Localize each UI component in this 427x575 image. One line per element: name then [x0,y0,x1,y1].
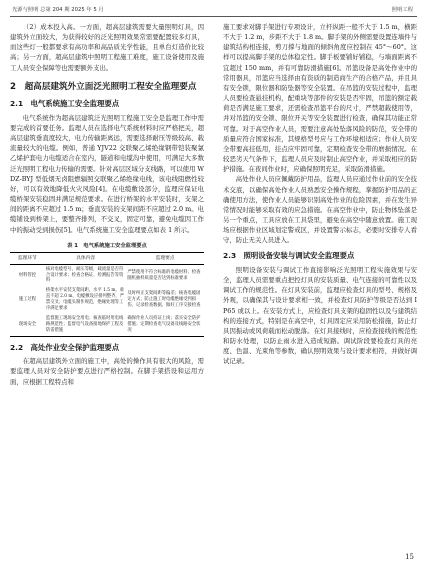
paragraph: 照明设备安装与调试工作直接影响泛光照明工程实施效果与安全，监理人员需要重点把控灯具的安装质量、电气连接的可靠性以及调试工作的规范性。在灯具安装前，监理应检查灯具的型号、规格及外观，以确保其与设计要求相一致，并检查灯具防护等级是否达到 IP65 或以上。在安装方式上，应检查灯具支架的稳固性以及与建筑结构的连接方式，特别是在高空中，灯具固定应采用防松措施，防止灯具因振动或风荷载而松动脱落。在灯具接线时，应检查接线的规范性和防水处理，以防止雨水进入造成短路。调试阶段要检查灯具的亮度、色温、光束角等参数，确认照明效果与设计要求相符，并做好调试记录。 [223,265,417,366]
supervision-table [10,252,204,337]
table-header-cell: 监理环节 [10,252,45,264]
table-header-row [10,252,204,264]
table-cell: 监督施工现场安全用电；核查临时用电线路规范性；监督电气设备接地保护工程及防雷措施 [45,316,124,333]
table-row [10,314,204,336]
table-cell: 确保作业人员持证上岗；落实安全防护措施；定期检查电气设备及线路安全状况 [127,316,201,333]
section-heading: 2 超高层建筑外立面泛光照明工程安全监理要点 [10,81,197,92]
table-cell: 严禁使用不符合标准的电缆材料；检查随机抽样质量是否达到标准要求 [127,269,201,281]
paragraph: 施工要求对脚手架进行专项设计，立杆纵距一般不大于 1.5 m，横距不大于 1.2 m，步距不大于 1.8 m。脚手架的外侧需要设置连墙件与建筑结构相连接，剪刀撑与地面的倾斜角度应控制在 45°～60°。这样可以提高脚手架的总体稳定性。脚手板要铺好铺稳，与墙面距离不宜超过 150 mm，并有可靠防滑措施[6]。吊篮设备是高处作业中的常用器具，吊篮应当选择由有资质的制造商生产的合格产品，并且具有安全锁，限位器和防坠器等安全装置。在吊篮的安装过程中，监理人员要检查悬挂机构，配重块等部件的安装是否牢固，吊篮的额定载荷是否满足施工要求，还需检查吊篮平台的尺寸，严禁超载使用等，并对吊篮的安全锁、限位开关等安全装置进行检查，确保其功能正常可靠。对于高空作业人员，需要注意高处坠落风险的防范，安全带的质量应符合国家标准，其规格型号应与工作环境相适应；作业人员安全带要高挂低用，挂点应牢固可靠，定期检查安全带的磨损情况。在较恶劣天气条件下，监理人员应及时制止高空作业，并采取相应的防护措施。在夜间作业时，应确保照明充足，采取防滑措施。 [223,23,417,174]
table-cell: 及时纠正支架间距等偏差；核查电缆固定方式；防止施工时电缆绝缘受到损伤，记录检查数据，做好工序交接检查 [127,291,201,309]
paragraph: 电气系统作为超高层建筑泛光照明工程施工安全是监理工作中需要完成的首要任务。监理人员在选择电气系统材料时应严格把关，超高层建筑垂直度较大，电力传输距离远，需要选择耐压等级较高、载流量较大的电缆。例如，普通 YJV22 交联聚乙烯绝缘钢带铠装聚氯乙烯护套电力电缆适合在室内，隧道和电缆沟中使用，可满足大多数泛光照明工程电力传输的需要。针对高层区域分支线路，可以使用 WDZ-BYJ 型低烟无卤阻燃辐照交联聚乙烯绝缘电线，该电线阻燃性较好，可以有效地降低火灾风险[4]。在电缆敷设部分，监理应保证电缆桥架安装稳固并满足规范要求。在进行桥架的水平安装时，支架之间的距离不应超过 1.5 m；垂直安装的支架间距不应超过 2.0 m。电缆铺设到桥架上，要整齐排列，不交叉，固定可靠，避免电缆因工作中的振动受到损伤[5]。电气系统施工安全监理要点如表 1 所示。 [10,113,204,234]
subsection-heading: 2.2 高处作业安全保护监理要点 [10,342,120,352]
table-header-cell: 监理要点 [126,252,204,264]
section-name: 照明工程 [391,7,413,13]
table-cell: 材料管控 [18,272,37,278]
paragraph: （2）成本投入高。一方面，超高层建筑需要大量照明灯具，因建筑外立面较大，为获得较好的泛光照明效果常需要配置较多灯具，而这些灯一般都要求有高功率和高品质光学性能，且单台灯造价比较高；另一方面，超高层建筑中照明工程施工难度，施工设备使用及施工人员安全保障等也需要额外支出。 [10,23,204,72]
running-header [10,2,417,17]
table-header-cell: 具体内容 [45,252,126,264]
journal-info: 光源与照明 总第 204 期 2025 年 5 月 [12,7,104,13]
table-caption: 表 1 电气系统施工安全监理要点 [67,242,147,249]
right-column [223,22,417,367]
subsection-heading: 2.3 照明设备安装与调试安全监理要点 [223,251,355,261]
left-column [10,22,204,387]
table-cell: 核对电缆型号，耐压等级，载流量是否符合设计要求；检查合格证、检测报告等资料 [45,266,124,284]
table-cell: 施工过程 [18,297,37,303]
paragraph: 高处作业人员应佩戴防护用品，监理人员应通过作业前的安全技术交底，以确保高处作业人员熟悉安全操作规程，掌握防护用品的正确使用方法，使作业人员能够识别高处作业的危险因素，并在发生异常情况时能够采取有效的应急措施。在高空作业中，防止物体坠落是另一个重点，工具应放在工具袋里，避免在高空中随意放置。施工现场应根据作业区域划定警戒区，并设置警示标志，必要时安排专人看守，防止无关人员进入。 [223,175,417,245]
page-number: 15 [405,553,414,561]
table-row [10,286,204,314]
table-cell: 现场安全 [18,321,37,327]
table-cell: 桥架水平安装支架间距，水平 1.5 m，垂直不超 2.0 m，电缆敷设应排列整齐，严禁交叉；电缆头制作规范，绝缘处理等工序满足要求 [45,288,124,312]
table-row [10,264,204,286]
subsection-heading: 2.1 电气系统施工安全监理要点 [10,99,120,109]
paragraph: 在超高层建筑外立面的施工中，高处的操作具有很大的风险，需要监理人员对安全防护要点进行严格控制。在脚手架搭设和运用方面，应根据工程特点和 [10,357,204,386]
